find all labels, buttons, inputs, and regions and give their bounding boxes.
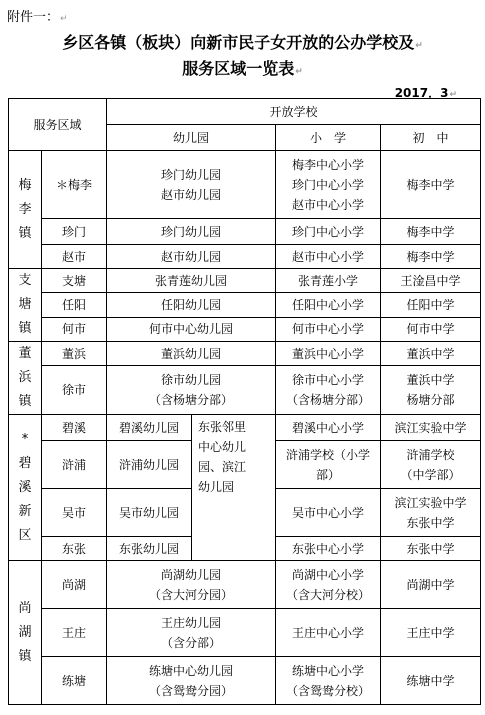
area-cell: 碧溪: [42, 415, 107, 441]
primary-cell: 尚湖中心小学 （含大河分校）: [276, 561, 381, 609]
kindergarten-cell: 董浜幼儿园: [107, 342, 276, 366]
middle-cell: 东张中学: [381, 537, 481, 561]
middle-cell: 任阳中学: [381, 293, 481, 317]
header-primary: 小 学: [276, 125, 381, 151]
kindergarten-cell: 任阳幼儿园: [107, 293, 276, 317]
table-row: [9, 366, 481, 415]
area-cell: 练塘: [42, 657, 107, 705]
primary-cell: 王庄中心小学: [276, 609, 381, 657]
kindergarten-cell: 珍门幼儿园: [107, 219, 276, 245]
primary-cell: 董浜中心小学: [276, 342, 381, 366]
table-row: [9, 219, 481, 245]
header-kindergarten: 幼儿园: [107, 125, 276, 151]
area-cell: 何市: [42, 317, 107, 341]
town-shanghu: 尚 湖 镇: [9, 561, 42, 705]
area-cell: 尚湖: [42, 561, 107, 609]
area-cell: 珍门: [42, 219, 107, 245]
primary-cell: 徐市中心小学 （含杨塘分部）: [276, 366, 381, 415]
primary-cell: 浒浦学校（小学 部）: [276, 441, 381, 489]
middle-cell: 滨江实验中学 东张中学: [381, 489, 481, 537]
kindergarten-cell: 王庄幼儿园 （含分部）: [107, 609, 276, 657]
town-zhitang: 支 塘 镇: [9, 269, 42, 342]
primary-cell: 任阳中心小学: [276, 293, 381, 317]
area-cell: 徐市: [42, 366, 107, 415]
document-date: 2017．3↵: [394, 86, 457, 100]
table-row: [9, 245, 481, 269]
kindergarten-cell: 尚湖幼儿园 （含大河分园）: [107, 561, 276, 609]
middle-cell: 董浜中学 杨塘分部: [381, 366, 481, 415]
kindergarten-cell: 吴市幼儿园: [107, 489, 192, 537]
middle-cell: 王淦昌中学: [381, 269, 481, 293]
middle-cell: 梅李中学: [381, 245, 481, 269]
primary-cell: 东张中心小学: [276, 537, 381, 561]
primary-cell: 碧溪中心小学: [276, 415, 381, 441]
middle-cell: 王庄中学: [381, 609, 481, 657]
primary-cell: 赵市中心小学: [276, 245, 381, 269]
primary-cell: 珍门中心小学: [276, 219, 381, 245]
kindergarten-cell: 珍门幼儿园 赵市幼儿园: [107, 151, 276, 219]
kindergarten-cell: 东张幼儿园: [107, 537, 192, 561]
middle-cell: 何市中学: [381, 317, 481, 341]
attachment-label: 附件一：↵: [7, 10, 68, 25]
school-table: [8, 98, 481, 705]
kindergarten-cell: 徐市幼儿园 （含杨塘分部）: [107, 366, 276, 415]
middle-cell: 练塘中学: [381, 657, 481, 705]
primary-cell: 梅李中心小学 珍门中心小学 赵市中心小学: [276, 151, 381, 219]
kindergarten-cell: 何市中心幼儿园: [107, 317, 276, 341]
middle-cell: 董浜中学: [381, 342, 481, 366]
table-row: [9, 657, 481, 705]
page-title: 乡区各镇（板块）向新市民子女开放的公办学校及↵: [62, 33, 423, 52]
table-row: [9, 317, 481, 341]
area-cell: 东张: [42, 537, 107, 561]
table-row: [9, 293, 481, 317]
middle-cell: 浒浦学校 （中学部）: [381, 441, 481, 489]
town-dongbang: 董 浜 镇: [9, 342, 42, 415]
primary-cell: 练塘中心小学 （含鸳鸯分校）: [276, 657, 381, 705]
primary-cell: 吴市中心小学: [276, 489, 381, 537]
table-row: [9, 342, 481, 366]
area-cell: 浒浦: [42, 441, 107, 489]
header-middle: 初 中: [381, 125, 481, 151]
header-row: [9, 99, 481, 125]
area-cell: 董浜: [42, 342, 107, 366]
header-open-schools: 开放学校: [107, 99, 481, 125]
kindergarten-cell: 碧溪幼儿园: [107, 415, 192, 441]
primary-cell: 何市中心小学: [276, 317, 381, 341]
table-row: [9, 561, 481, 609]
town-bixi: * 碧 溪 新 区: [9, 415, 42, 561]
kindergarten-cell: 赵市幼儿园: [107, 245, 276, 269]
page-subtitle: 服务区域一览表↵: [182, 59, 303, 78]
area-cell: ＊梅李: [42, 151, 107, 219]
kindergarten-cell: 张青莲幼儿园: [107, 269, 276, 293]
area-cell: 赵市: [42, 245, 107, 269]
area-cell: 任阳: [42, 293, 107, 317]
middle-cell: 滨江实验中学: [381, 415, 481, 441]
header-service-area: 服务区域: [9, 99, 107, 151]
area-cell: 王庄: [42, 609, 107, 657]
area-cell: 支塘: [42, 269, 107, 293]
middle-cell: 梅李中学: [381, 151, 481, 219]
kindergarten-cell: 浒浦幼儿园: [107, 441, 192, 489]
area-cell: 吴市: [42, 489, 107, 537]
table-row: [9, 609, 481, 657]
middle-cell: 尚湖中学: [381, 561, 481, 609]
kindergarten-cell: 练塘中心幼儿园 （含鸳鸯分园）: [107, 657, 276, 705]
primary-cell: 张青莲小学: [276, 269, 381, 293]
table-row: [9, 269, 481, 293]
town-meili: 梅 李 镇: [9, 151, 42, 269]
shared-kindergarten-cell: 东张邻里 中心幼儿 园、滨江 幼儿园: [192, 415, 276, 561]
table-row: [9, 151, 481, 219]
table-row: [9, 415, 481, 441]
middle-cell: 梅李中学: [381, 219, 481, 245]
